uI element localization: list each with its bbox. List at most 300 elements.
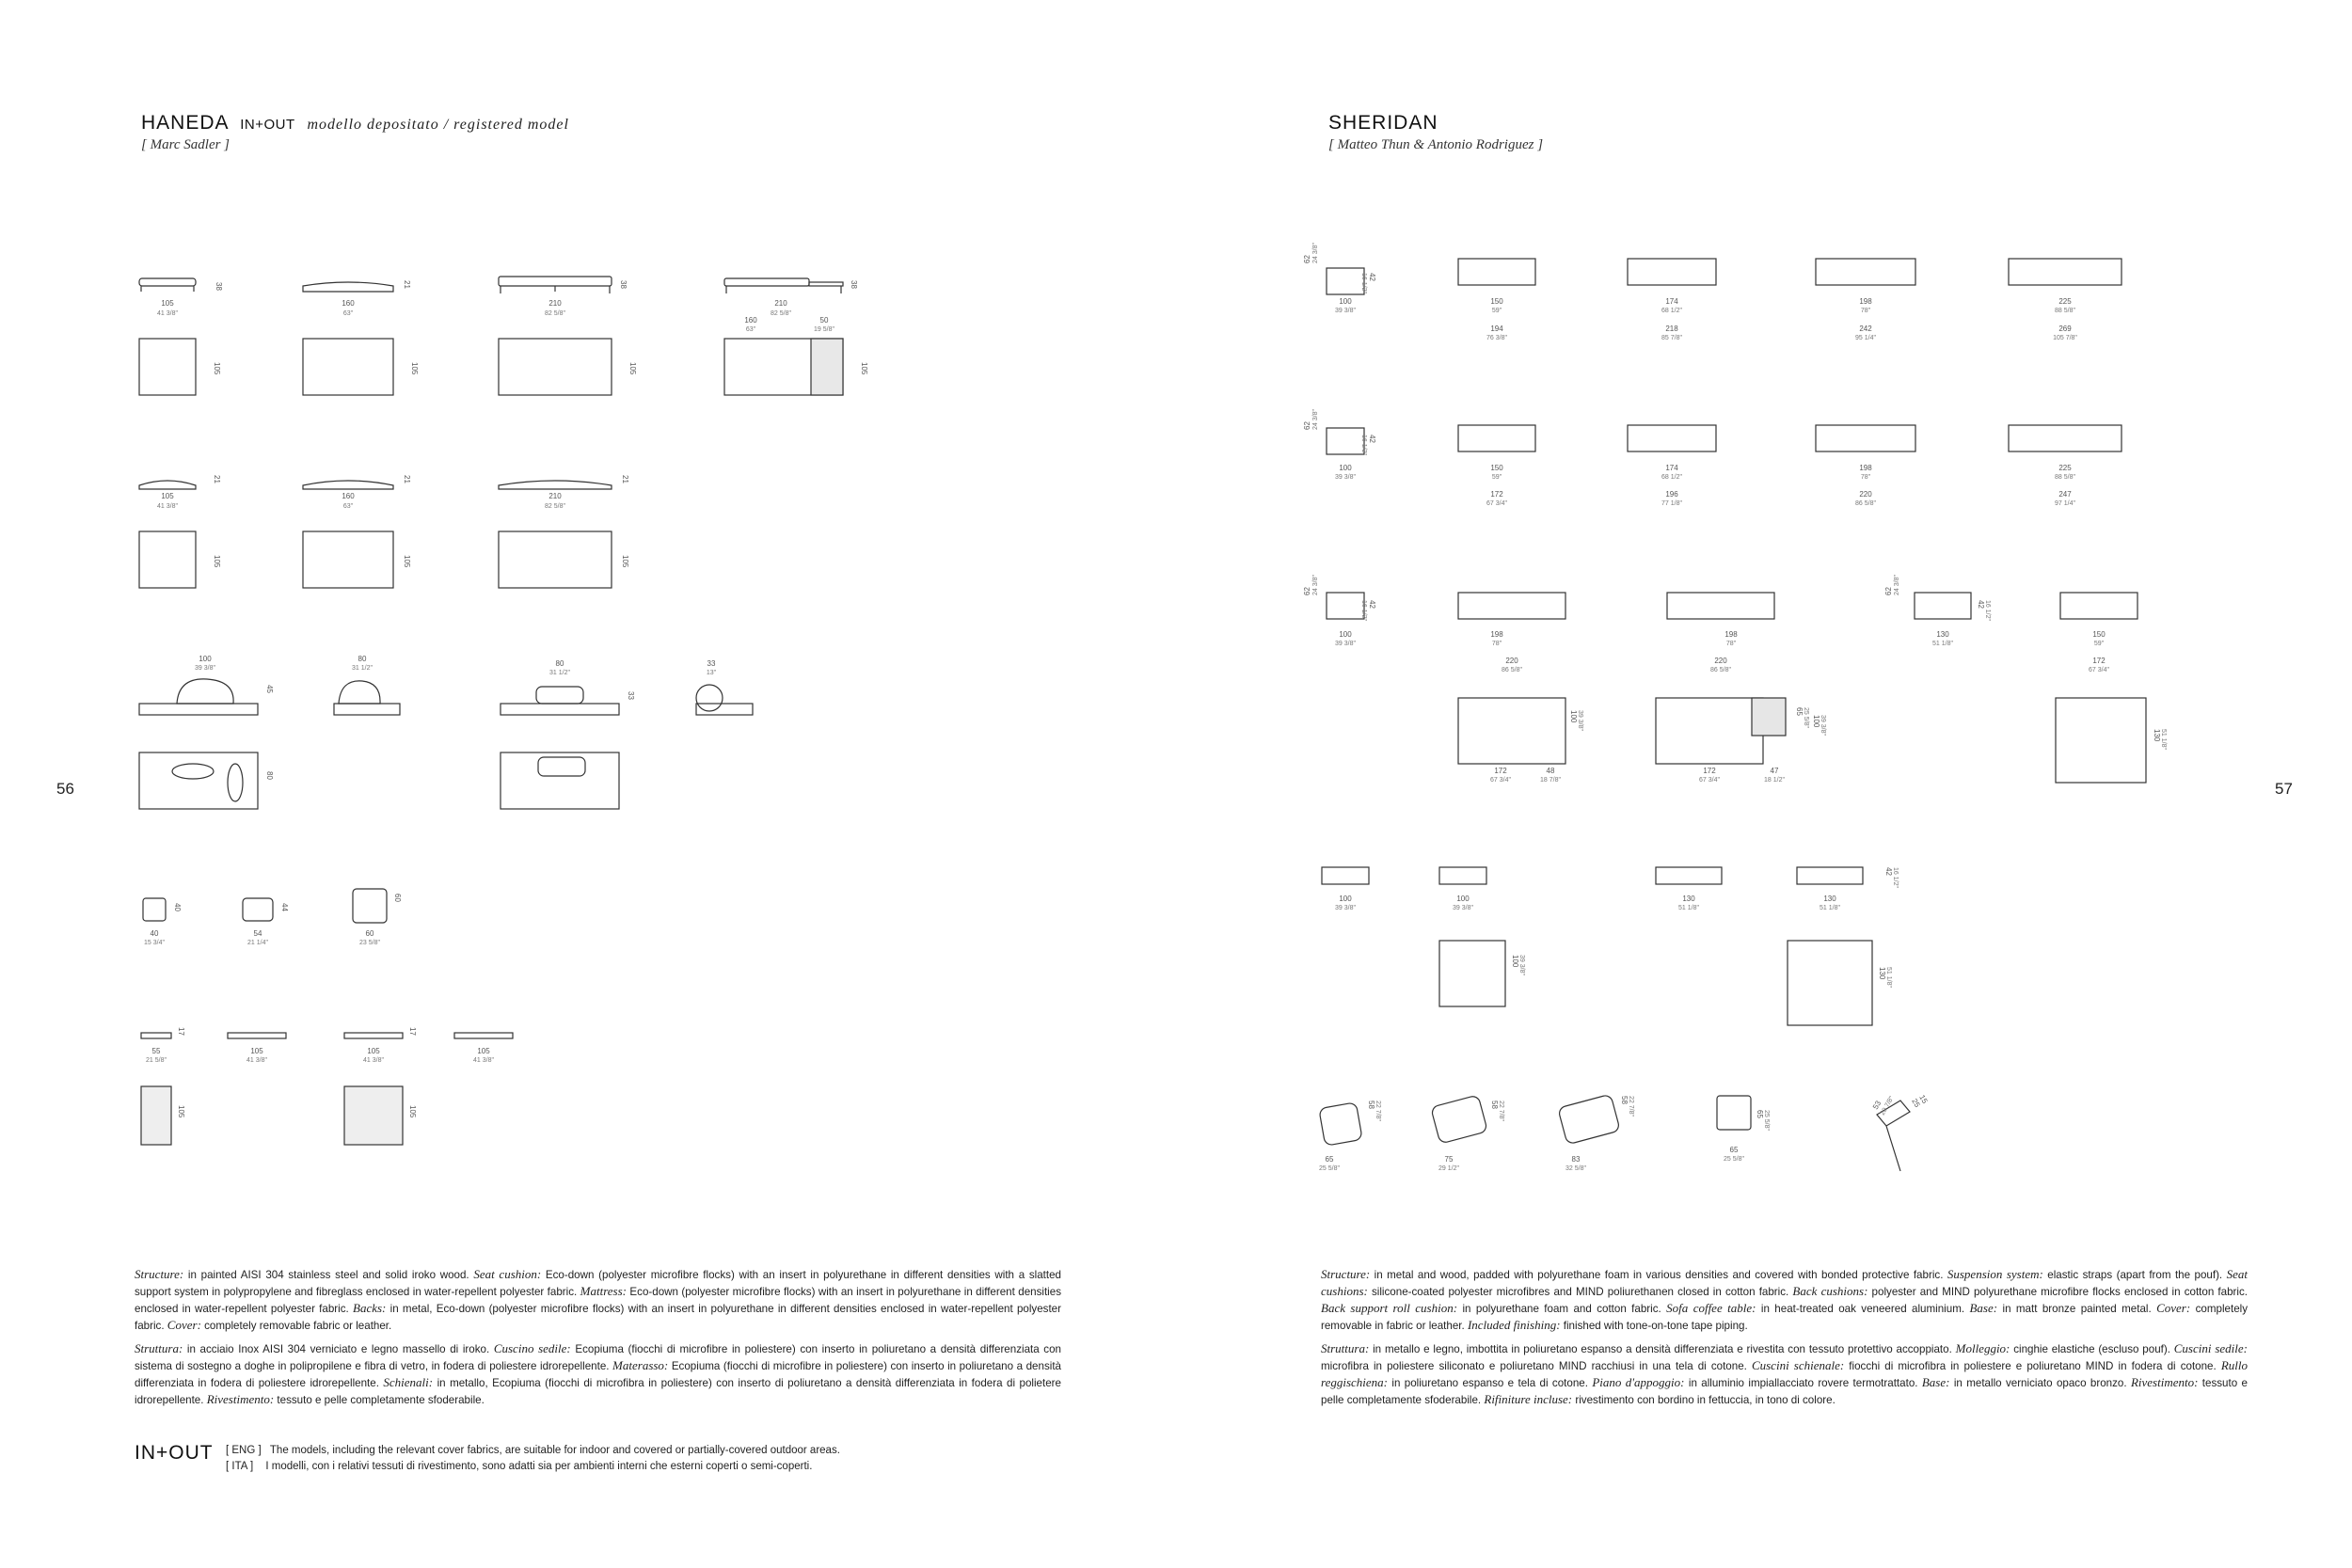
sheridan-description-en: [1321, 1266, 2248, 1334]
sheridan-sofa-196: [1628, 425, 1716, 451]
text: polyester and MIND polyurethane microfibre flocks enclosed in cotton fabric.: [1867, 1286, 2248, 1298]
dim-inch: 41 3/8": [157, 310, 178, 317]
dim-inch: 39 3/8": [1335, 905, 1356, 911]
dim-vert: 105: [213, 362, 221, 375]
dim: 55: [151, 1047, 161, 1055]
haneda-plan-105: [139, 339, 196, 395]
dim-inch: 21 5/8": [146, 1057, 167, 1064]
text: tessuto e pelle completamente sfoderabile.: [274, 1394, 485, 1406]
dim-inch: 82 5/8": [545, 503, 565, 510]
label: Rivestimento:: [2130, 1375, 2199, 1389]
dim: 130: [1823, 895, 1836, 903]
dim: 130: [1682, 895, 1695, 903]
sheridan-pouf-1: [1322, 867, 1369, 884]
dim: 160: [744, 316, 757, 325]
label: Rifiniture incluse:: [1484, 1392, 1573, 1406]
dim-vert: 42: [1368, 273, 1376, 281]
dim: 130: [1936, 630, 1949, 639]
dim-inch: 59": [1491, 474, 1502, 481]
dim: 75: [1444, 1155, 1454, 1164]
label: Piano d'appoggio:: [1592, 1375, 1685, 1389]
dim: 48: [1546, 767, 1555, 775]
dim: 65: [1325, 1155, 1334, 1164]
dim: 269: [2058, 325, 2072, 333]
label: Back support roll cushion:: [1321, 1301, 1458, 1315]
dim: 172: [1494, 767, 1507, 775]
dim-vert: 45: [265, 685, 274, 693]
dim-vert: 16 1/2": [1984, 600, 1991, 621]
haneda-cushion-54: [243, 898, 273, 921]
haneda-mattress-210-elevation: [499, 481, 612, 489]
dim: 242: [1859, 325, 1872, 333]
dim-inch: 51 1/8": [1820, 905, 1840, 911]
sheridan-description-it: [1321, 1340, 2248, 1408]
dim-vert: 80: [265, 771, 274, 780]
sheridan-side-3: [1327, 593, 1364, 619]
dim-vert: 39 3/8": [1577, 710, 1583, 731]
label: Struttura:: [135, 1341, 183, 1355]
dim-inch: 51 1/8": [1932, 641, 1953, 647]
dim-vert: 130: [1878, 967, 1886, 980]
dim: 225: [2058, 297, 2072, 306]
dim: 247: [2058, 490, 2072, 499]
dim: 174: [1665, 297, 1678, 306]
haneda-back-100-cushion: [177, 679, 233, 704]
text: in metallo e legno, imbottita in poliuretano espanso a densità differenziata e rivestita con tessuto protettivo accoppiato.: [1369, 1343, 1956, 1355]
inout-label: IN+OUT: [135, 1442, 214, 1464]
dim: 54: [253, 929, 262, 938]
dim-vert: 38: [850, 280, 858, 289]
dim-vert: 17: [177, 1027, 185, 1036]
dim-inch: 39 3/8": [1335, 308, 1356, 314]
haneda-roll-base: [696, 704, 753, 715]
sheridan-chaise-220: [1458, 593, 1565, 619]
sheridan-pouf-2: [1439, 867, 1486, 884]
dim-vert: 42: [1884, 867, 1893, 876]
dim: 105: [477, 1047, 490, 1055]
dim-vert: 60: [393, 894, 402, 902]
haneda-mattress-105-elevation: [139, 481, 196, 489]
dim-vert: 105: [860, 362, 868, 375]
dim: 100: [1339, 464, 1352, 472]
dim-inch: 88 5/8": [2055, 308, 2075, 314]
sheridan-chaise-plan: [1458, 698, 1565, 764]
dim-inch: 19 5/8": [814, 326, 834, 333]
dim-inch: 23 5/8": [359, 940, 380, 946]
dim-vert: 65: [1795, 707, 1804, 716]
dim-inch: 95 1/4": [1855, 335, 1876, 341]
dim: 100: [1456, 895, 1470, 903]
label: Back cushions:: [1792, 1284, 1868, 1298]
dim-inch: 77 1/8": [1661, 500, 1682, 507]
dim-inch: 59": [1491, 308, 1502, 314]
dim: 220: [1505, 657, 1518, 665]
text: finished with tone-on-tone tape piping.: [1560, 1320, 1748, 1332]
dim-vert: 100: [1511, 955, 1519, 968]
dim: 83: [1571, 1155, 1581, 1164]
sheridan-plan-130: [2056, 698, 2146, 783]
sheridan-title: SHERIDAN: [1328, 112, 1438, 134]
dim-vert: 62: [1303, 255, 1311, 263]
sheridan-sofa-218: [1628, 259, 1716, 285]
dim-diag: 15: [1917, 1093, 1930, 1105]
haneda-plan-160: [303, 339, 393, 395]
dim-inch: 105 7/8": [2053, 335, 2077, 341]
dim: 194: [1490, 325, 1503, 333]
label: Cover:: [167, 1318, 201, 1332]
sheridan-side-4: [1915, 593, 1971, 619]
text: rivestimento con bordino in fettuccia, in tono di colore.: [1572, 1394, 1836, 1406]
label: Cuscini sedile:: [2173, 1341, 2248, 1355]
dim: 80: [358, 655, 367, 663]
label: Cover:: [2156, 1301, 2191, 1315]
sheridan-chaise-plan-b: [1656, 698, 1763, 764]
dim-vert: 105: [403, 555, 411, 568]
dim: 198: [1859, 297, 1872, 306]
dim: 100: [1339, 297, 1352, 306]
dim-vert: 62: [1303, 421, 1311, 430]
dim-vert: 38: [215, 282, 223, 291]
dim-vert: 16 1/2": [1360, 273, 1367, 293]
text: in metal and wood, padded with polyurethane foam in various densities and covered with bonded protective fabric.: [1370, 1269, 1947, 1281]
text: cinghie elastiche (escluso pouf).: [2010, 1343, 2174, 1355]
dim-vert: 22 7/8": [1628, 1096, 1634, 1117]
label: Seat cushion:: [473, 1267, 542, 1281]
label: Base:: [1969, 1301, 1998, 1315]
dim-diag: 20 7/8": [1879, 1095, 1896, 1117]
dim-vert: 16 1/2": [1892, 867, 1899, 888]
sheridan-sofa-194: [1458, 259, 1535, 285]
haneda-mattress-plan-105: [139, 531, 196, 588]
sheridan-pouf-3: [1656, 867, 1722, 884]
dim: 105: [161, 299, 174, 308]
dim-inch: 39 3/8": [1453, 905, 1473, 911]
dim-inch: 85 7/8": [1661, 335, 1682, 341]
dim-vert: 25 5/8": [1803, 707, 1809, 728]
dim: 198: [1490, 630, 1503, 639]
dim: 210: [548, 492, 562, 500]
dim-inch: 67 3/4": [1486, 500, 1507, 507]
sheridan-sofa-220: [1816, 425, 1915, 451]
sheridan-pouf-plan-130: [1788, 941, 1872, 1025]
dim-vert: 21: [403, 280, 411, 289]
dim-inch: 86 5/8": [1710, 667, 1731, 673]
dim-inch: 88 5/8": [2055, 474, 2075, 481]
ita-text: I modelli, con i relativi tessuti di rivestimento, sono adatti sia per ambienti interni che esterni coperti o semi-coperti.: [265, 1461, 813, 1472]
dim: 47: [1770, 767, 1779, 775]
dim-vert: 105: [177, 1105, 185, 1118]
dim-vert: 39 3/8": [1518, 955, 1525, 975]
dim-vert: 21: [403, 475, 411, 483]
dim: 218: [1665, 325, 1678, 333]
dim: 220: [1859, 490, 1872, 499]
label: Base:: [1921, 1375, 1950, 1389]
dim: 172: [2092, 657, 2106, 665]
dim-vert: 16 1/2": [1360, 600, 1367, 621]
dim-vert: 58: [1367, 1101, 1375, 1109]
dim: 160: [342, 492, 355, 500]
dim: 198: [1859, 464, 1872, 472]
dim-inch: 39 3/8": [195, 665, 215, 672]
text: Ecopiuma (fiocchi di microfibre in poliestere) con inserto in poliuretano a densità differenziata con sistema di sostegno a doghe in polipropilene e fibra di vetro, in fodera di poliestere idrorepellente.: [135, 1343, 1061, 1372]
dim: 220: [1714, 657, 1727, 665]
haneda-drawings: [0, 0, 1176, 1223]
haneda-table-105-plan: [344, 1086, 403, 1145]
product-title: HANEDA: [141, 112, 229, 134]
dim: 100: [1339, 895, 1352, 903]
dim-inch: 41 3/8": [473, 1057, 494, 1064]
dim: 150: [1490, 297, 1503, 306]
dim-inch: 31 1/2": [352, 665, 373, 672]
dim-vert: 105: [628, 362, 637, 375]
label: Materasso:: [612, 1358, 669, 1372]
dim-vert: 33: [627, 691, 635, 700]
dim: 172: [1703, 767, 1716, 775]
dim-inch: 78": [1860, 474, 1871, 481]
dim: 172: [1490, 490, 1503, 499]
text: Ecopiuma (fiocchi di microfibre in poliestere) con inserto in poliuretano a densità differenziata in fodera di poliestere idrorepellente.: [135, 1360, 1061, 1389]
haneda-back-plan-cushion: [172, 764, 214, 779]
dim-vert: 58: [1490, 1101, 1499, 1109]
text: in polyurethane foam and cotton fabric.: [1457, 1303, 1667, 1315]
dim-vert: 51 1/8": [2160, 729, 2167, 750]
text: in acciaio Inox AISI 304 verniciato e legno massello di iroko.: [183, 1343, 494, 1355]
sheridan-cushion-75: [1431, 1095, 1488, 1144]
sheridan-sofa-269: [2009, 259, 2122, 285]
haneda-mattress-plan-210: [499, 531, 612, 588]
dim-vert: 24 3/8": [1312, 575, 1319, 595]
haneda-seat-105-elevation: [139, 278, 196, 292]
dim: 50: [819, 316, 829, 325]
ita-tag: [ ITA ]: [226, 1461, 254, 1472]
dim-inch: 18 1/2": [1764, 777, 1785, 784]
text: in metal, Eco-down (polyester microfibre flocks) with an insert in polyurethane in different densities enclosed in water-repellent polyester fabric.: [135, 1303, 1061, 1332]
page-number-right: 57: [2275, 780, 2293, 798]
dim-inch: 78": [1860, 308, 1871, 314]
dim: 33: [707, 659, 716, 668]
dim-inch: 63": [745, 326, 756, 333]
haneda-seat-210-elevation: [499, 277, 612, 293]
label: Sofa coffee table:: [1666, 1301, 1756, 1315]
dim-vert: 38: [619, 280, 628, 289]
haneda-mattress-160-elevation: [303, 481, 393, 489]
sheridan-cushion-83: [1558, 1094, 1620, 1145]
text: Eco-down (polyester microfibre flocks) with an insert in polyurethane in different densities enclosed in water-repellent polyester fabric.: [135, 1286, 1061, 1315]
dim: 100: [199, 655, 212, 663]
label: Struttura:: [1321, 1341, 1370, 1355]
dim-vert: 24 3/8": [1312, 409, 1319, 430]
haneda-table-105b-elevation: [344, 1033, 403, 1038]
label: Structure:: [135, 1267, 184, 1281]
dim-inch: 41 3/8": [246, 1057, 267, 1064]
sheridan-cushion-square: [1717, 1096, 1751, 1130]
dim-vert: 100: [1812, 715, 1820, 728]
dim-inch: 29 1/2": [1438, 1165, 1459, 1172]
label: Molleggio:: [1955, 1341, 2010, 1355]
label: Rullo reggischiena:: [1321, 1358, 2248, 1389]
dim-vert: 100: [1569, 710, 1578, 723]
dim-inch: 39 3/8": [1335, 474, 1356, 481]
haneda-table-55-plan: [141, 1086, 171, 1145]
sheridan-coffee-table: [1752, 698, 1786, 736]
sheridan-chaise-220b: [1667, 593, 1774, 619]
dim: 105: [250, 1047, 263, 1055]
dim-vert: 44: [280, 903, 289, 911]
dim-inch: 78": [1725, 641, 1737, 647]
haneda-mattress-plan-160: [303, 531, 393, 588]
dim-vert: 21: [621, 475, 629, 483]
dim-vert: 130: [2153, 729, 2161, 742]
dim-inch: 97 1/4": [2055, 500, 2075, 507]
label: Backs:: [353, 1301, 387, 1315]
label: Included finishing:: [1467, 1318, 1561, 1332]
dim: 150: [2092, 630, 2106, 639]
dim-vert: 21: [213, 475, 221, 483]
dim-vert: 24 3/8": [1312, 243, 1319, 263]
dim-inch: 82 5/8": [545, 310, 565, 317]
text: in alluminio impiallacciato rovere termotrattato.: [1684, 1377, 1922, 1389]
dim-vert: 62: [1884, 587, 1893, 595]
dim-vert: 42: [1368, 600, 1376, 609]
dim-inch: 51 1/8": [1678, 905, 1699, 911]
dim-inch: 76 3/8": [1486, 335, 1507, 341]
dim-inch: 32 5/8": [1565, 1165, 1586, 1172]
haneda-plan-chaise-slats: [811, 339, 843, 395]
haneda-back-plan-100: [139, 752, 258, 809]
dim-inch: 41 3/8": [363, 1057, 384, 1064]
dim: 100: [1339, 630, 1352, 639]
dim-inch: 82 5/8": [771, 310, 791, 317]
dim-vert: 16 1/2": [1360, 435, 1367, 455]
dim: 105: [161, 492, 174, 500]
haneda-back-80b-cushion: [536, 687, 583, 704]
sheridan-cushion-65: [1319, 1102, 1362, 1146]
label: Mattress:: [580, 1284, 628, 1298]
label: Schienali:: [383, 1375, 434, 1389]
text: microfibra in poliestere siliconato e poliuretano MIND racchiusi in una tela di cotone.: [1321, 1360, 1752, 1372]
haneda-cushion-40: [143, 898, 166, 921]
dim-vert: 105: [213, 555, 221, 568]
haneda-back-100-base: [139, 704, 258, 715]
eng-tag: [ ENG ]: [226, 1445, 262, 1456]
dim: 196: [1665, 490, 1678, 499]
dim-vert: 40: [173, 903, 182, 911]
text: Eco-down (polyester microfibre flocks) with an insert in polyurethane in different densities with a slatted support system in polypropylene and fibreglass enclosed in water-repellent polyester fabric.: [135, 1269, 1061, 1298]
haneda-roll-cushion: [696, 685, 723, 711]
designer: [ Marc Sadler ]: [141, 137, 230, 152]
dim: 60: [365, 929, 374, 938]
dim-inch: 21 1/4": [247, 940, 268, 946]
dim: 160: [342, 299, 355, 308]
haneda-seat-160-elevation: [303, 282, 393, 292]
dim-vert: 105: [410, 362, 419, 375]
model-note: modello depositato / registered model: [307, 117, 569, 133]
sheridan-pouf-4: [1797, 867, 1863, 884]
dim-inch: 78": [1491, 641, 1502, 647]
dim-diag: 25: [1910, 1097, 1922, 1109]
sheridan-sofa-242: [1816, 259, 1915, 285]
label: Cuscino sedile:: [493, 1341, 571, 1355]
sheridan-sofa-172b: [2060, 593, 2137, 619]
dim-inch: 18 7/8": [1540, 777, 1561, 784]
dim-vert: 22 7/8": [1498, 1101, 1504, 1121]
dim-diag: 53: [1870, 1099, 1883, 1111]
haneda-chaise-elevation: [724, 278, 843, 293]
haneda-plan-210: [499, 339, 612, 395]
sheridan-sofa-247: [2009, 425, 2122, 451]
dim: 225: [2058, 464, 2072, 472]
inout-eng: [226, 1443, 840, 1458]
text: silicone-coated polyester microfibres and MIND poliurethanen closed in cotton fabric.: [1367, 1286, 1793, 1298]
dim-vert: 105: [621, 555, 629, 568]
dim-inch: 67 3/4": [2089, 667, 2109, 673]
text: in heat-treated oak veneered aluminium.: [1756, 1303, 1970, 1315]
text: in painted AISI 304 stainless steel and solid iroko wood.: [183, 1269, 474, 1281]
dim-vert: 65: [1756, 1110, 1764, 1118]
dim: 40: [150, 929, 159, 938]
sheridan-side-2: [1327, 428, 1364, 454]
dim-vert: 22 7/8": [1375, 1101, 1381, 1121]
dim-inch: 15 3/4": [144, 940, 165, 946]
text: in metallo, Ecopiuma (fiocchi di microfibra in poliestere) con inserto di poliuretano a densità differenziata in fodera di polietere idrorepellente.: [135, 1377, 1061, 1406]
label: Cuscini schienale:: [1751, 1358, 1845, 1372]
dim-inch: 86 5/8": [1502, 667, 1522, 673]
dim: 80: [555, 659, 564, 668]
dim-inch: 63": [342, 310, 354, 317]
haneda-table-55-elevation: [141, 1033, 171, 1038]
text: tessuto e pelle completamente sfoderabile.: [1321, 1377, 2248, 1406]
dim-vert: 24 3/8": [1894, 575, 1900, 595]
sheridan-drawings: [1176, 0, 2352, 1223]
dim-inch: 67 3/4": [1490, 777, 1511, 784]
dim-vert: 42: [1977, 600, 1985, 609]
dim-inch: 25 5/8": [1724, 1156, 1744, 1163]
dim-inch: 68 1/2": [1661, 474, 1682, 481]
dim-inch: 39 3/8": [1335, 641, 1356, 647]
dim: 65: [1729, 1146, 1739, 1154]
label: Seat cushions:: [1321, 1267, 2248, 1298]
text: in poliuretano espanso e tela di cotone.: [1388, 1377, 1593, 1389]
sheridan-pouf-plan-100: [1439, 941, 1505, 1006]
dim-inch: 67 3/4": [1699, 777, 1720, 784]
text: completely removable in fabric or leather.: [1321, 1303, 2249, 1332]
dim: 210: [774, 299, 787, 308]
haneda-back-80-base: [334, 704, 400, 715]
dim: 105: [367, 1047, 380, 1055]
dim-vert: 25 5/8": [1763, 1110, 1770, 1131]
haneda-description-en: [135, 1266, 1061, 1334]
text: fiocchi di microfibra in poliestere e poliuretano MIND in fodera di cotone.: [1844, 1360, 2221, 1372]
sheridan-designer: [ Matteo Thun & Antonio Rodriguez ]: [1328, 137, 1544, 152]
label: Rivestimento:: [206, 1392, 275, 1406]
dim-inch: 13": [706, 670, 717, 676]
dim-inch: 59": [2093, 641, 2105, 647]
haneda-back-plan-cushion3: [538, 757, 585, 776]
text: elastic straps (apart from the pouf).: [2042, 1269, 2227, 1281]
haneda-table-105c-elevation: [454, 1033, 513, 1038]
dim-inch: 41 3/8": [157, 503, 178, 510]
haneda-table-105-elevation: [228, 1033, 286, 1038]
page-number-left: 56: [56, 780, 74, 798]
dim-vert: 39 3/8": [1820, 715, 1826, 736]
dim: 198: [1724, 630, 1738, 639]
haneda-back-plan-80b: [501, 752, 619, 809]
dim: 174: [1665, 464, 1678, 472]
haneda-back-80b-base: [501, 704, 619, 715]
inout-tag: IN+OUT: [240, 117, 295, 133]
dim-vert: 17: [408, 1027, 417, 1036]
text: in matt bronze painted metal.: [1997, 1303, 2157, 1315]
